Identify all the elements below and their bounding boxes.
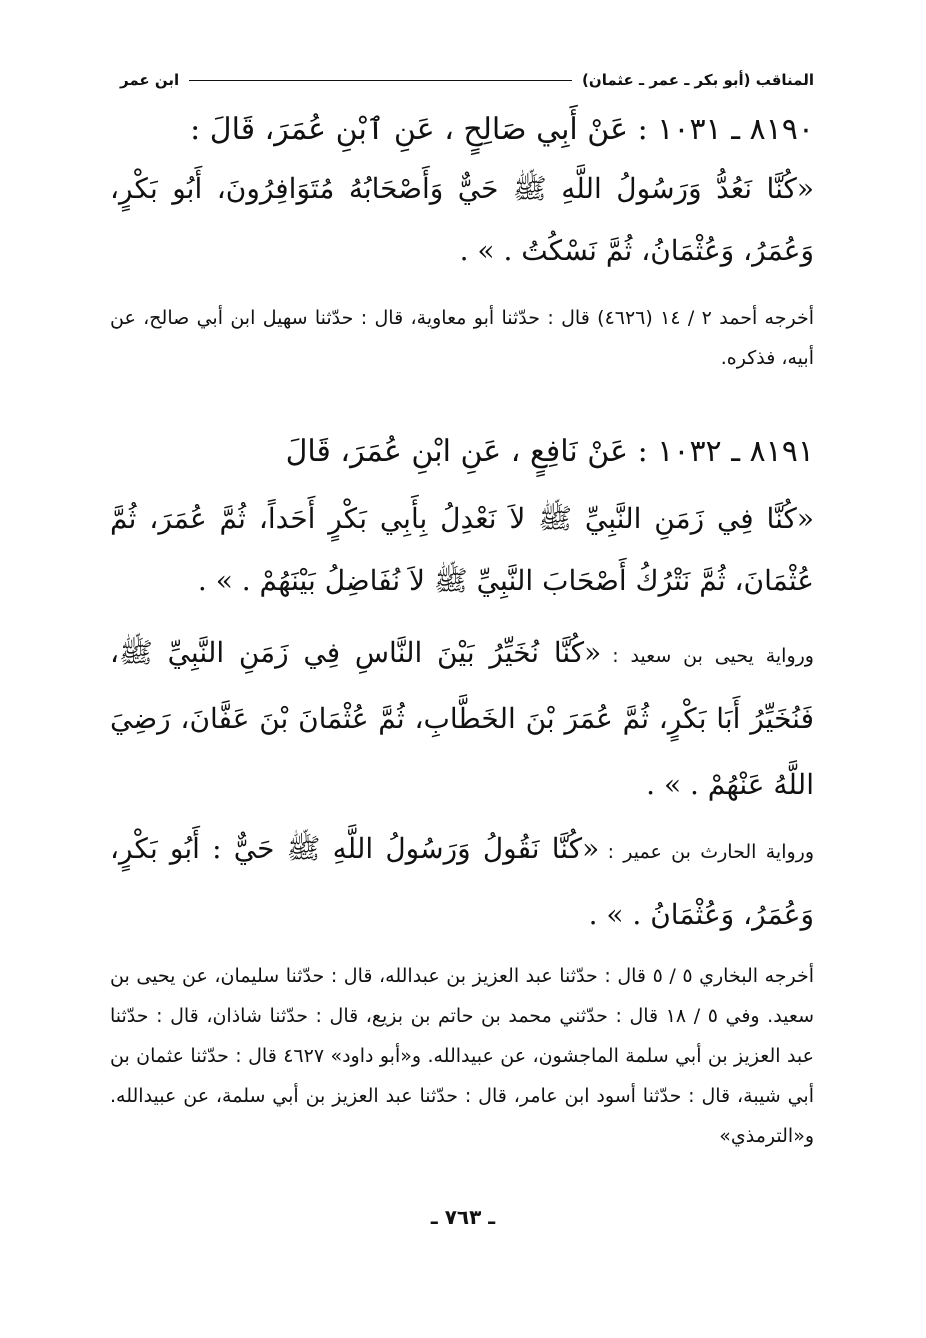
hadith-8191-text: «كُنَّا فِي زَمَنِ النَّبِيِّ ﷺ لاَ نَعْدِلُ بِأَبِي بَكْرٍ أَحَداً، ثُمَّ عُمَرَ، ثُمَّ عُثْمَانَ، ثُمَّ نَتْرُكُ أَصْحَابَ النَّبِيِّ ﷺ لاَ نُفَاضِلُ بَيْنَهُمْ . » . <box>110 502 814 597</box>
running-header <box>120 62 814 98</box>
riwaya-yahya-text: «كُنَّا نُخَيِّرُ بَيْنَ النَّاسِ فِي زَمَنِ النَّبِيِّ ﷺ، فَنُخَيِّرُ أَبَا بَكْرٍ، ثُمَّ عُمَرَ بْنَ الخَطَّابِ، ثُمَّ عُثْمَانَ بْنَ عَفَّانَ، رَضِيَ اللَّهُ عَنْهُمْ . » . <box>110 636 814 801</box>
riwaya-harith <box>110 818 814 950</box>
riwaya-harith-label: ورواية الحارث بن عمير : <box>607 841 815 863</box>
page-number: ـ ٧٦٣ ـ <box>430 1205 496 1229</box>
hadith-8190-takhrij: أخرجه أحمد ٢ / ١٤ (٤٦٢٦) قال : حدّثنا أبو معاوية، قال : حدّثنا سهيل ابن أبي صالح، عن أبيه، فذكره. <box>110 307 815 369</box>
hadith-8190-text: «كُنَّا نَعُدُّ وَرَسُولُ اللَّهِ ﷺ حَيٌّ وَأَصْحَابُهُ مُتَوَافِرُونَ، أَبُو بَكْرٍ، وَعُمَرُ، وَعُثْمَانُ، ثُمَّ نَسْكُتُ . » . <box>110 172 814 267</box>
riwaya-yahya <box>110 622 814 820</box>
hadith-8190-heading: ٨١٩٠ ـ ١٠٣١ : عَنْ أَبِي صَالِحٍ ، عَنِ ٱبْنِ عُمَرَ، قَالَ : <box>190 112 814 147</box>
header-section-title: ابن عمر <box>120 71 180 89</box>
riwaya-yahya-label: ورواية يحيى بن سعيد : <box>612 645 814 667</box>
riwaya-harith-text: «كُنَّا نَقُولُ وَرَسُولُ اللَّهِ ﷺ حَيٌّ : أَبُو بَكْرٍ، وَعُمَرُ، وَعُثْمَانُ . » . <box>110 832 814 931</box>
hadith-8191-heading: ٨١٩١ ـ ١٠٣٢ : عَنْ نَافِعٍ ، عَنِ ابْنِ عُمَرَ، قَالَ <box>285 434 814 469</box>
header-rule <box>189 80 572 81</box>
hadith-8191-takhrij: أخرجه البخاري ٥ / ٥ قال : حدّثنا عبد العزيز بن عبدالله، قال : حدّثنا سليمان، عن يحيى بن سعيد. وفي ٥ / ١٨ قال : حدّثني محمد بن حاتم بن بزيع، قال : حدّثنا شاذان، قال : حدّثنا عبد العزيز بن أبي سلمة الماجشون، عن عبيدالله. و«أبو داود» ٤٦٢٧ قال : حدّثنا عثمان بن أبي شيبة، قال : حدّثنا أسود ابن عامر، قال : حدّثنا عبد العزيز بن أبي سلمة، عن عبيدالله. و«الترمذي» <box>110 965 815 1147</box>
header-chapter-title: المناقب (أبو بكر ـ عمر ـ عثمان) <box>582 71 814 89</box>
